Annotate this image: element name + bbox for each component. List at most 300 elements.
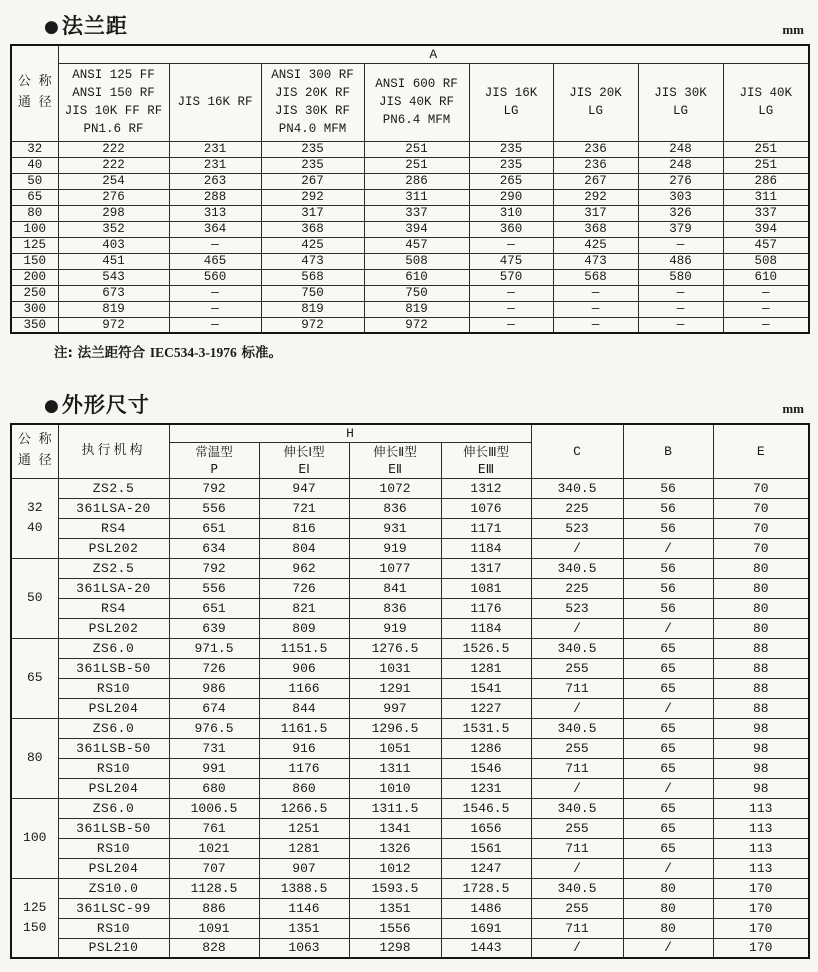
b-column-header: B [623,424,713,478]
dimension-value-cell: 98 [713,758,809,778]
dimension-value-cell: 986 [169,678,259,698]
flange-value-cell: 972 [58,317,169,333]
dimension-value-cell: 1351 [259,918,349,938]
dimension-value-cell: 680 [169,778,259,798]
dimension-value-cell: 56 [623,558,713,578]
flange-note-prefix: 注: 法兰距符合 [54,345,150,361]
dimension-value-cell: / [623,938,713,958]
dimension-value-cell: 56 [623,518,713,538]
dimension-value-cell: 1063 [259,938,349,958]
dn-value-cell: 125 [11,237,58,253]
dimension-unit-label: mm [782,401,804,416]
flange-value-cell: 290 [469,189,553,205]
dimension-value-cell: 674 [169,698,259,718]
dimension-value-cell: 170 [713,918,809,938]
flange-value-cell: 236 [553,141,638,157]
dimension-table-row [11,858,809,878]
flange-value-cell: 251 [723,141,809,157]
dn-value-cell: 80 [11,205,58,221]
dimension-table-row [11,658,809,678]
flange-value-cell: 231 [169,157,261,173]
dn-value-cell: 32 [11,141,58,157]
dimension-value-cell: 1691 [441,918,531,938]
flange-column-header: JIS 30K LG [638,63,723,141]
flange-value-cell: — [553,301,638,317]
dn-value-cell: 150 [11,253,58,269]
dimension-value-cell: 70 [713,478,809,498]
flange-table [10,44,810,334]
dimension-table-row [11,818,809,838]
dimension-value-cell: 1176 [259,758,349,778]
dn-value-cell: 200 [11,269,58,285]
flange-value-cell: 317 [261,205,364,221]
flange-column-header: JIS 40K LG [723,63,809,141]
dimension-table-row [11,798,809,818]
flange-value-cell: — [638,285,723,301]
dimension-value-cell: 98 [713,778,809,798]
flange-table-row [11,189,809,205]
flange-table-row [11,221,809,237]
flange-value-cell: — [723,301,809,317]
actuator-cell: 361LSB-50 [58,738,169,758]
actuator-cell: PSL204 [58,778,169,798]
dimension-value-cell: 907 [259,858,349,878]
flange-table-row [11,285,809,301]
dimension-value-cell: 1072 [349,478,441,498]
dimension-value-cell: 340.5 [531,638,623,658]
flange-value-cell: 267 [261,173,364,189]
dimension-value-cell: 821 [259,598,349,618]
dimension-value-cell: 761 [169,818,259,838]
dimension-value-cell: 80 [713,598,809,618]
dimension-value-cell: 731 [169,738,259,758]
flange-value-cell: 368 [261,221,364,237]
dimension-value-cell: 255 [531,818,623,838]
flange-value-cell: 819 [364,301,469,317]
dimension-value-cell: 828 [169,938,259,958]
dimension-value-cell: 726 [259,578,349,598]
flange-value-cell: — [553,285,638,301]
dimension-value-cell: 1286 [441,738,531,758]
dimension-value-cell: 56 [623,478,713,498]
flange-note-suffix: 标准。 [236,345,283,361]
flange-note [54,341,818,361]
dimension-value-cell: 1184 [441,618,531,638]
dimension-value-cell: 170 [713,898,809,918]
dimension-value-cell: 711 [531,678,623,698]
dimension-value-cell: 1526.5 [441,638,531,658]
dimension-value-cell: 711 [531,918,623,938]
flange-value-cell: 276 [58,189,169,205]
dimension-value-cell: 70 [713,498,809,518]
flange-value-cell: — [638,301,723,317]
dimension-value-cell: 1728.5 [441,878,531,898]
dimension-value-cell: 816 [259,518,349,538]
actuator-cell: RS4 [58,518,169,538]
flange-column-header: JIS 20K LG [553,63,638,141]
flange-column-header: ANSI 300 RF JIS 20K RF JIS 30K RF PN4.0 MFM [261,63,364,141]
dimension-value-cell: / [623,698,713,718]
dn-value-cell: 40 [11,157,58,173]
flange-value-cell: 972 [364,317,469,333]
flange-value-cell: 235 [261,141,364,157]
dimension-value-cell: 1276.5 [349,638,441,658]
flange-value-cell: 403 [58,237,169,253]
flange-value-cell: 368 [553,221,638,237]
flange-value-cell: 473 [261,253,364,269]
dimension-value-cell: 88 [713,698,809,718]
flange-value-cell: — [469,301,553,317]
dimension-value-cell: 809 [259,618,349,638]
flange-value-cell: 451 [58,253,169,269]
dimension-value-cell: 997 [349,698,441,718]
dimension-value-cell: 1593.5 [349,878,441,898]
flange-section-header [0,0,818,44]
flange-value-cell: 236 [553,157,638,173]
h-subcolumn-header: 伸长Ⅱ型 EⅡ [349,442,441,478]
flange-value-cell: 360 [469,221,553,237]
dimension-section-title [44,389,150,419]
dn-group-cell: 125 150 [11,878,58,958]
flange-value-cell: 543 [58,269,169,285]
dimension-value-cell: 1546.5 [441,798,531,818]
dimension-table-row [11,678,809,698]
flange-table-row [11,253,809,269]
dimension-value-cell: 1151.5 [259,638,349,658]
dimension-table-row [11,938,809,958]
h-subcolumn-header: 伸长Ⅰ型 EⅠ [259,442,349,478]
actuator-cell: ZS2.5 [58,558,169,578]
flange-value-cell: — [723,285,809,301]
dimension-table-row [11,918,809,938]
dimension-table-row [11,698,809,718]
actuator-cell: 361LSB-50 [58,658,169,678]
dimension-value-cell: 80 [713,558,809,578]
dimension-value-cell: 1351 [349,898,441,918]
flange-value-cell: 394 [723,221,809,237]
actuator-cell: ZS2.5 [58,478,169,498]
dimension-table-row [11,518,809,538]
flange-value-cell: 560 [169,269,261,285]
flange-value-cell: — [638,317,723,333]
actuator-cell: ZS6.0 [58,718,169,738]
dimension-value-cell: 65 [623,718,713,738]
flange-value-cell: 580 [638,269,723,285]
h-group-header: H [169,424,531,442]
actuator-cell: PSL202 [58,618,169,638]
dn-column-header: 公 称 通 径 [11,45,58,141]
dimension-section-header [0,379,818,423]
dimension-value-cell: 962 [259,558,349,578]
flange-unit-label: mm [782,22,804,37]
dimension-value-cell: 65 [623,638,713,658]
actuator-cell: ZS6.0 [58,798,169,818]
dimension-value-cell: 841 [349,578,441,598]
dimension-value-cell: / [623,538,713,558]
dimension-table-row [11,578,809,598]
dn-group-cell: 50 [11,558,58,638]
dimension-value-cell: 1317 [441,558,531,578]
dimension-value-cell: 70 [713,518,809,538]
dimension-value-cell: 80 [623,878,713,898]
dimension-value-cell: 170 [713,938,809,958]
flange-value-cell: 473 [553,253,638,269]
flange-value-cell: 610 [723,269,809,285]
dimension-value-cell: 1021 [169,838,259,858]
actuator-cell: ZS10.0 [58,878,169,898]
dimension-table [10,423,810,959]
dimension-value-cell: 255 [531,738,623,758]
flange-value-cell: 425 [261,237,364,253]
dimension-table-row [11,838,809,858]
dimension-value-cell: 1006.5 [169,798,259,818]
flange-value-cell: 286 [723,173,809,189]
flange-table-row [11,173,809,189]
dimension-value-cell: 1231 [441,778,531,798]
flange-value-cell: 251 [364,157,469,173]
flange-value-cell: 819 [261,301,364,317]
dimension-value-cell: 113 [713,818,809,838]
dimension-value-cell: 556 [169,498,259,518]
dimension-value-cell: / [623,858,713,878]
dimension-value-cell: 1281 [259,838,349,858]
dimension-value-cell: 113 [713,838,809,858]
dimension-value-cell: 991 [169,758,259,778]
actuator-cell: PSL202 [58,538,169,558]
dimension-table-row [11,618,809,638]
dimension-value-cell: 65 [623,818,713,838]
dimension-value-cell: 1128.5 [169,878,259,898]
flange-table-row [11,157,809,173]
flange-value-cell: — [723,317,809,333]
flange-value-cell: 508 [364,253,469,269]
dimension-value-cell: 919 [349,538,441,558]
dimension-value-cell: 113 [713,798,809,818]
dimension-value-cell: 56 [623,578,713,598]
dimension-value-cell: 906 [259,658,349,678]
flange-value-cell: — [169,301,261,317]
flange-value-cell: 303 [638,189,723,205]
dimension-value-cell: 1296.5 [349,718,441,738]
actuator-cell: RS10 [58,678,169,698]
dn-value-cell: 65 [11,189,58,205]
dimension-table-row [11,478,809,498]
dimension-value-cell: 1161.5 [259,718,349,738]
flange-value-cell: 267 [553,173,638,189]
dimension-value-cell: / [531,938,623,958]
flange-header-group-row [11,45,809,63]
flange-value-cell: 248 [638,141,723,157]
flange-value-cell: 610 [364,269,469,285]
dimension-value-cell: 340.5 [531,558,623,578]
dimension-value-cell: 1546 [441,758,531,778]
dimension-value-cell: 651 [169,598,259,618]
dimension-value-cell: 707 [169,858,259,878]
flange-value-cell: 457 [723,237,809,253]
dimension-value-cell: 1486 [441,898,531,918]
flange-value-cell: 568 [261,269,364,285]
dimension-value-cell: 523 [531,518,623,538]
dn-group-cell: 65 [11,638,58,718]
dimension-value-cell: 836 [349,498,441,518]
flange-value-cell: 313 [169,205,261,221]
flange-value-cell: 222 [58,141,169,157]
flange-value-cell: 254 [58,173,169,189]
flange-value-cell: 235 [469,141,553,157]
dimension-value-cell: 1010 [349,778,441,798]
dimension-value-cell: 1176 [441,598,531,618]
dimension-value-cell: 1166 [259,678,349,698]
dimension-value-cell: / [531,538,623,558]
dimension-value-cell: 1443 [441,938,531,958]
flange-table-row [11,237,809,253]
flange-value-cell: 394 [364,221,469,237]
bullet-icon: ● [44,396,60,416]
dimension-value-cell: / [531,698,623,718]
dn-value-cell: 350 [11,317,58,333]
flange-value-cell: 364 [169,221,261,237]
dimension-value-cell: 65 [623,838,713,858]
dimension-value-cell: 340.5 [531,798,623,818]
dimension-value-cell: 792 [169,478,259,498]
flange-value-cell: 337 [364,205,469,221]
flange-value-cell: 311 [723,189,809,205]
dimension-value-cell: 1184 [441,538,531,558]
dimension-value-cell: 1031 [349,658,441,678]
flange-value-cell: 265 [469,173,553,189]
dimension-value-cell: 947 [259,478,349,498]
flange-value-cell: 750 [364,285,469,301]
dimension-value-cell: 804 [259,538,349,558]
flange-value-cell: 673 [58,285,169,301]
dimension-value-cell: 1012 [349,858,441,878]
actuator-cell: 361LSC-99 [58,898,169,918]
actuator-cell: 361LSB-50 [58,818,169,838]
flange-value-cell: 286 [364,173,469,189]
actuator-cell: RS10 [58,758,169,778]
dn-value-cell: 250 [11,285,58,301]
dimension-title-text: 外形尺寸 [61,393,150,417]
e-column-header: E [713,424,809,478]
actuator-cell: RS10 [58,918,169,938]
flange-value-cell: 425 [553,237,638,253]
flange-value-cell: 292 [261,189,364,205]
dimension-value-cell: 70 [713,538,809,558]
flange-value-cell: 570 [469,269,553,285]
dn-group-cell: 32 40 [11,478,58,558]
dimension-value-cell: 792 [169,558,259,578]
flange-value-cell: 465 [169,253,261,269]
dimension-value-cell: 916 [259,738,349,758]
h-subcolumn-header: 伸长Ⅲ型 EⅢ [441,442,531,478]
actuator-cell: PSL204 [58,858,169,878]
dimension-value-cell: 1091 [169,918,259,938]
dimension-value-cell: 340.5 [531,878,623,898]
dimension-value-cell: 1311.5 [349,798,441,818]
actuator-cell: 361LSA-20 [58,498,169,518]
actuator-cell: PSL210 [58,938,169,958]
dimension-value-cell: 1531.5 [441,718,531,738]
dimension-value-cell: 860 [259,778,349,798]
dimension-value-cell: 634 [169,538,259,558]
dimension-table-row [11,738,809,758]
flange-column-header: ANSI 125 FF ANSI 150 RF JIS 10K FF RF PN1.6 RF [58,63,169,141]
dimension-value-cell: 255 [531,898,623,918]
flange-value-cell: 288 [169,189,261,205]
dimension-table-row [11,558,809,578]
dimension-value-cell: 255 [531,658,623,678]
flange-column-header: JIS 16K LG [469,63,553,141]
flange-value-cell: 235 [261,157,364,173]
flange-table-row [11,205,809,221]
dimension-value-cell: 88 [713,678,809,698]
group-a-header: A [58,45,809,63]
flange-value-cell: 819 [58,301,169,317]
dimension-value-cell: 836 [349,598,441,618]
h-subcolumn-header: 常温型 P [169,442,259,478]
dimension-value-cell: / [531,618,623,638]
flange-value-cell: 475 [469,253,553,269]
flange-value-cell: 263 [169,173,261,189]
bullet-icon: ● [44,17,60,37]
dimension-value-cell: 721 [259,498,349,518]
actuator-cell: RS4 [58,598,169,618]
actuator-cell: RS10 [58,838,169,858]
dimension-value-cell: 931 [349,518,441,538]
flange-value-cell: 750 [261,285,364,301]
dimension-value-cell: 523 [531,598,623,618]
flange-value-cell: 298 [58,205,169,221]
dimension-value-cell: 711 [531,838,623,858]
dimension-value-cell: 1171 [441,518,531,538]
dimension-value-cell: 98 [713,718,809,738]
actuator-cell: 361LSA-20 [58,578,169,598]
flange-table-row [11,317,809,333]
dimension-value-cell: 65 [623,658,713,678]
dimension-value-cell: 1312 [441,478,531,498]
flange-value-cell: 292 [553,189,638,205]
dimension-table-row [11,598,809,618]
dimension-value-cell: 651 [169,518,259,538]
dimension-value-cell: 80 [623,918,713,938]
dimension-value-cell: 225 [531,498,623,518]
dimension-value-cell: 1326 [349,838,441,858]
dimension-value-cell: 976.5 [169,718,259,738]
flange-value-cell: 251 [364,141,469,157]
dimension-value-cell: 340.5 [531,718,623,738]
dimension-value-cell: 1077 [349,558,441,578]
flange-value-cell: — [169,317,261,333]
flange-column-header: JIS 16K RF [169,63,261,141]
flange-value-cell: 352 [58,221,169,237]
flange-table-row [11,141,809,157]
dimension-table-row [11,718,809,738]
dimension-table-row [11,538,809,558]
dimension-value-cell: / [623,618,713,638]
flange-value-cell: 457 [364,237,469,253]
dimension-value-cell: 1076 [441,498,531,518]
flange-value-cell: 568 [553,269,638,285]
flange-header-columns-row [11,63,809,141]
dimension-header-group-row [11,424,809,442]
dimension-value-cell: 80 [713,618,809,638]
dimension-value-cell: 726 [169,658,259,678]
dimension-value-cell: 65 [623,738,713,758]
dimension-value-cell: 65 [623,758,713,778]
flange-value-cell: 311 [364,189,469,205]
flange-value-cell: 508 [723,253,809,269]
flange-value-cell: 337 [723,205,809,221]
